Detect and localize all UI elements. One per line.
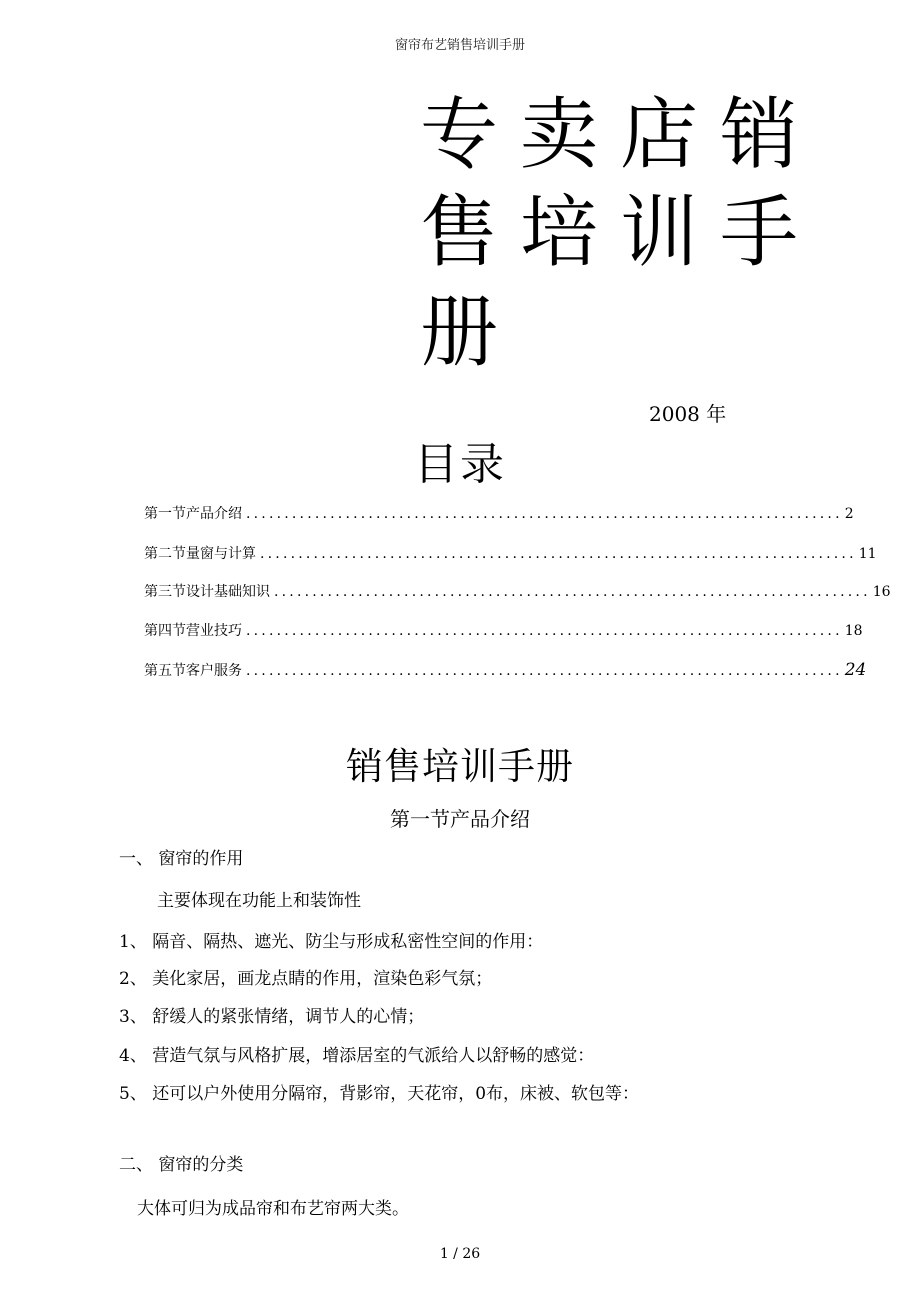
toc-leader-dots: .............................................................................. <box>274 584 871 600</box>
toc-entry-page: 16 <box>872 584 891 600</box>
toc-entry[interactable] <box>144 620 863 640</box>
toc-entry[interactable] <box>144 581 891 601</box>
toc-entry-label: 第一节产品介绍 <box>144 506 242 522</box>
manual-title: 销售培训手册 <box>346 745 574 788</box>
toc-leader-dots: .............................................................................. <box>260 546 857 562</box>
toc-entry-page: 2 <box>844 506 854 522</box>
toc-entry-page: 18 <box>844 623 863 639</box>
section-title: 第一节产品介绍 <box>390 807 530 831</box>
toc-title: 目录 <box>414 439 506 490</box>
toc-entry-label: 第五节客户服务 <box>144 663 242 679</box>
toc-leader-dots: .............................................................................. <box>246 623 843 639</box>
heading-curtain-functions: 一、 窗帘的作用 <box>119 849 244 869</box>
toc-leader-dots: .............................................................................. <box>246 663 843 679</box>
toc-entry-page: 11 <box>858 546 877 562</box>
cover-title-line-2: 售培训手 <box>420 188 821 278</box>
cover-year: 2008 年 <box>649 402 727 426</box>
heading-curtain-categories: 二、 窗帘的分类 <box>119 1155 244 1175</box>
cover-title-line-1: 专卖店销 <box>420 90 821 180</box>
list-item: 4、 营造气氛与风格扩展，增添居室的气派给人以舒畅的感觉： <box>119 1046 595 1066</box>
list-item: 2、 美化家居，画龙点睛的作用，渲染色彩气氛； <box>119 969 493 989</box>
toc-entry[interactable] <box>144 543 877 563</box>
page-number: 1 / 26 <box>439 1246 481 1262</box>
list-item: 1、 隔音、隔热、遮光、防尘与形成私密性空间的作用： <box>119 932 544 952</box>
list-item: 5、 还可以户外使用分隔帘，背影帘，天花帘，0布，床被、软包等： <box>119 1084 640 1104</box>
toc-entry[interactable] <box>144 503 854 523</box>
toc-entry[interactable] <box>144 660 867 680</box>
categories-paragraph: 大体可归为成品帘和布艺帘两大类。 <box>137 1199 409 1219</box>
list-item: 3、 舒缓人的紧张情绪，调节人的心情； <box>119 1007 425 1027</box>
toc-entry-page: 24 <box>844 660 867 680</box>
intro-paragraph: 主要体现在功能上和装饰性 <box>157 891 361 911</box>
toc-entry-label: 第四节营业技巧 <box>144 623 242 639</box>
toc-entry-label: 第二节量窗与计算 <box>144 546 256 562</box>
toc-leader-dots: .............................................................................. <box>246 506 843 522</box>
running-header: 窗帘布艺销售培训手册 <box>394 38 525 53</box>
toc-entry-label: 第三节设计基础知识 <box>144 584 270 600</box>
cover-title-line-3: 册 <box>420 288 521 378</box>
